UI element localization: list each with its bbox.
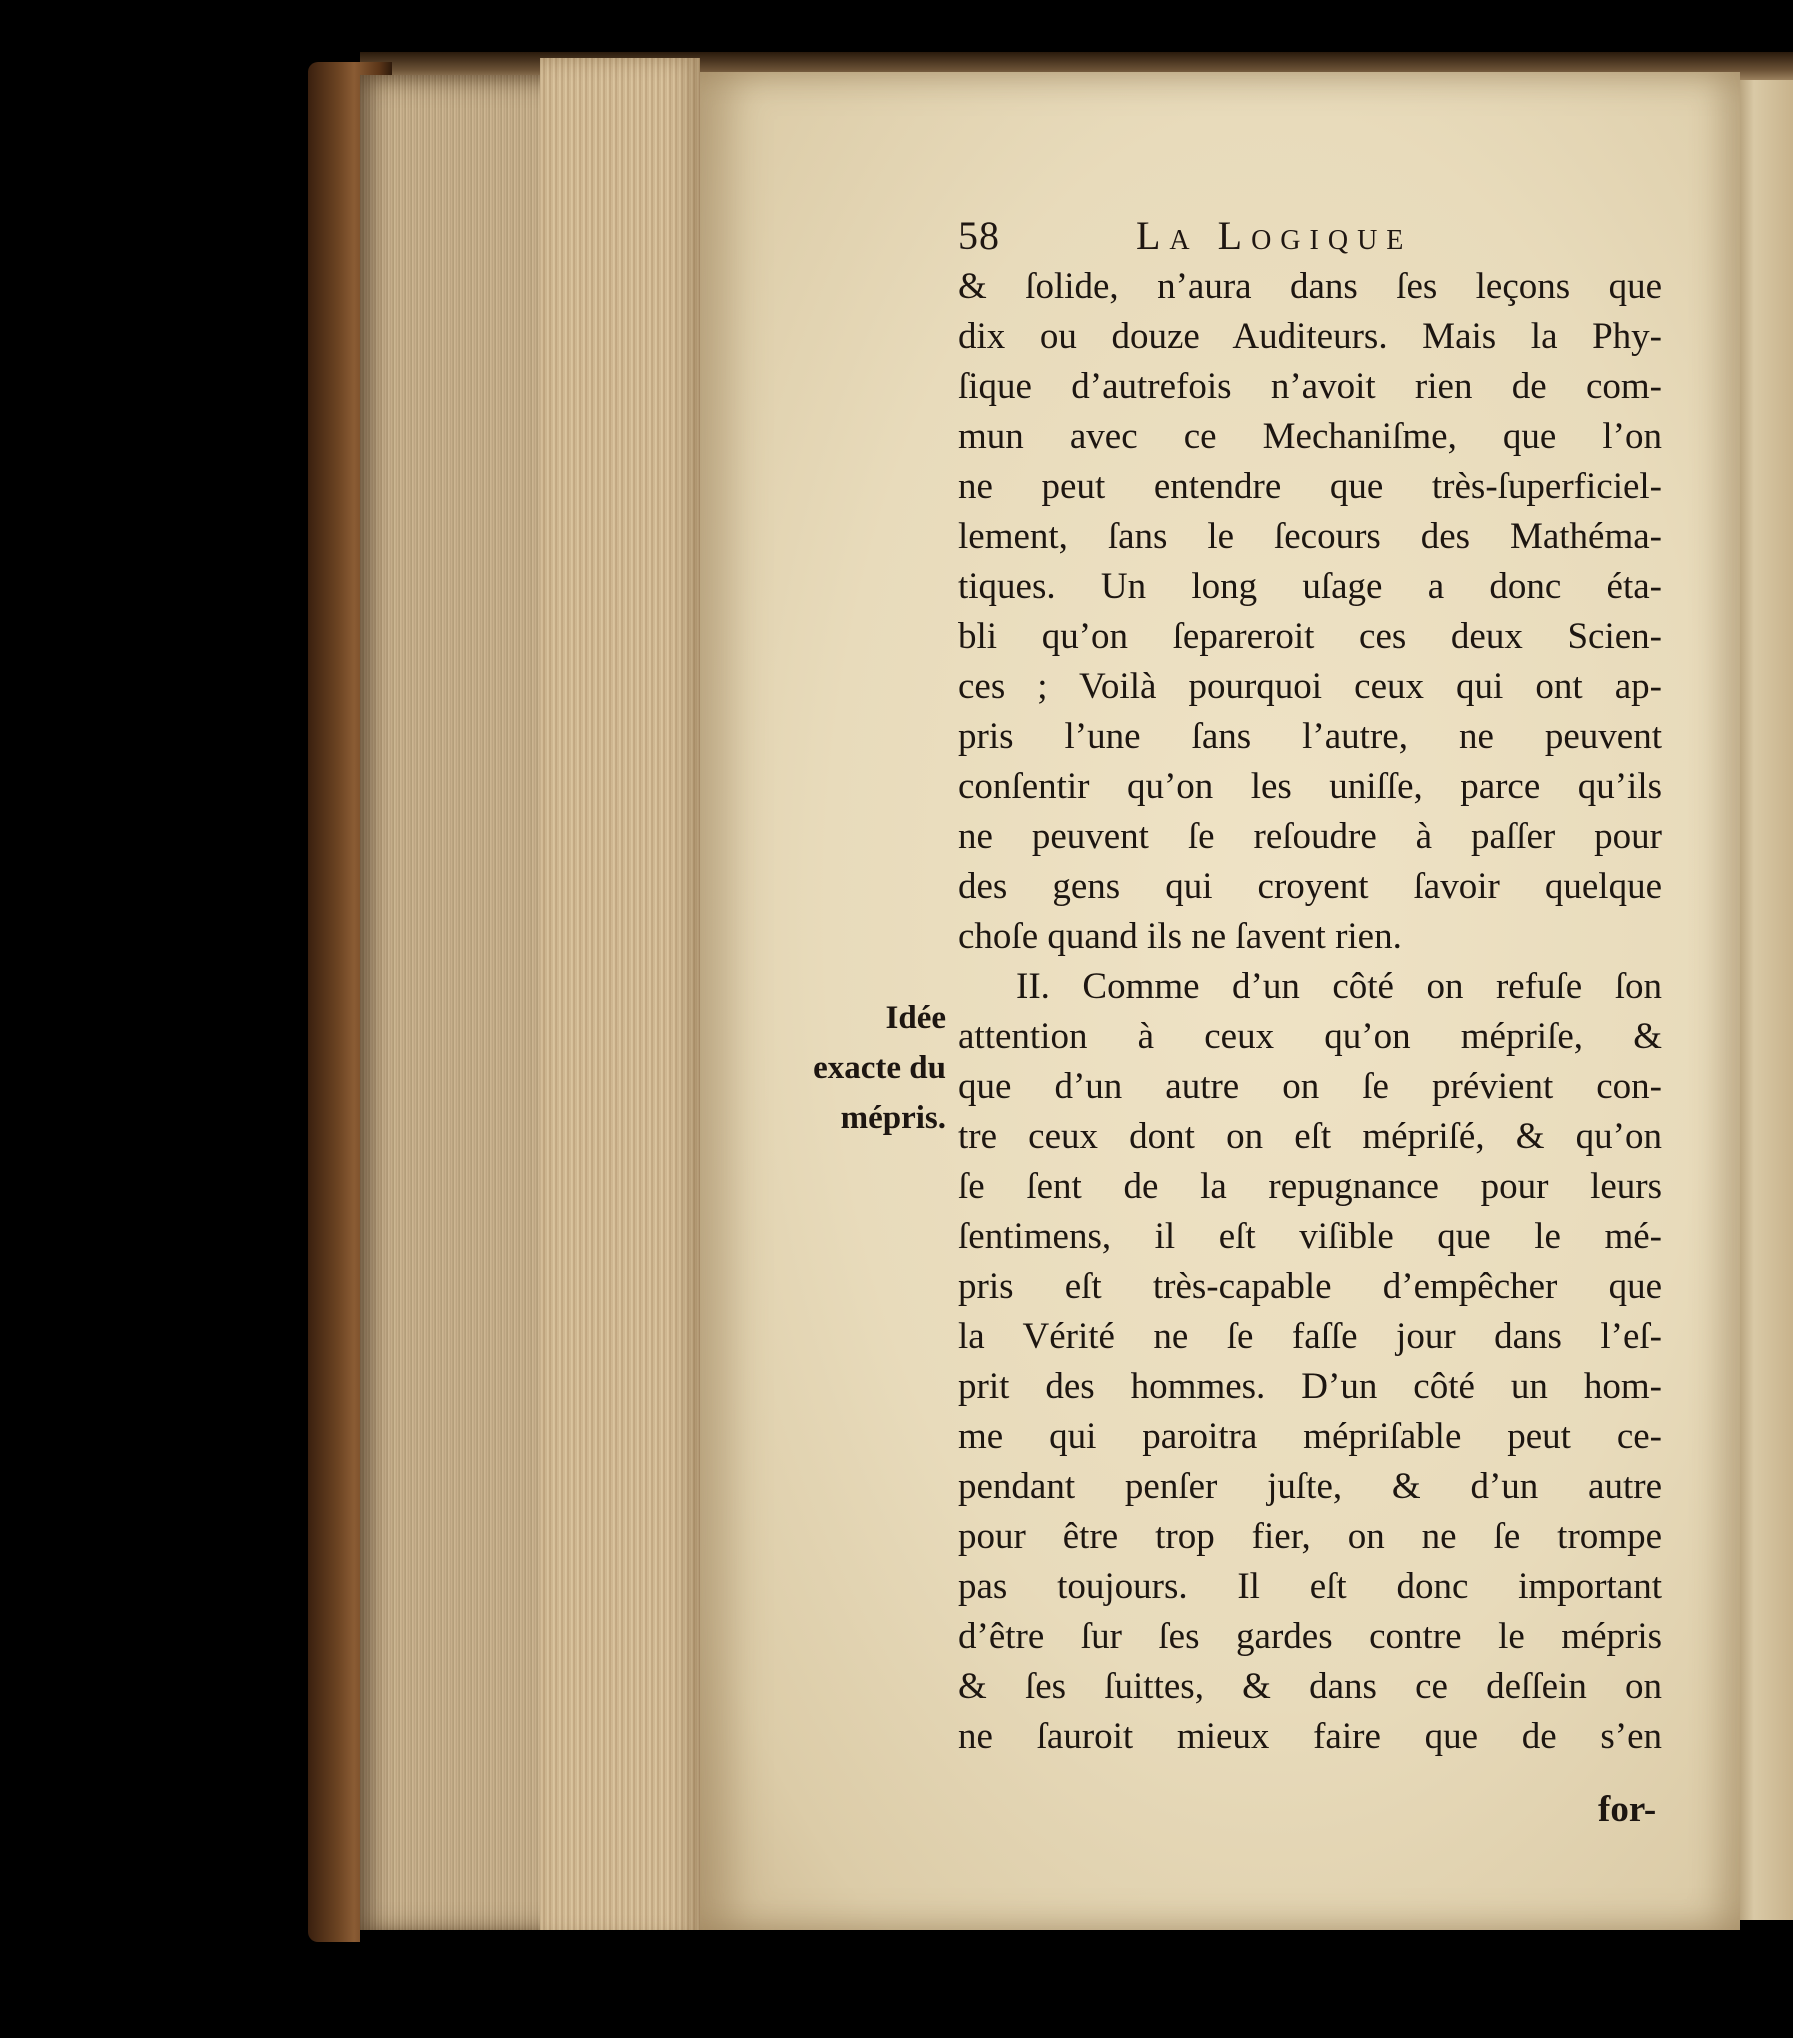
text-line: tre ceux dont on eſt mépriſé, & qu’on <box>958 1116 1662 1157</box>
text-line: pour être trop fier, on ne ſe trompe <box>958 1516 1662 1557</box>
text-line: tiques. Un long uſage a donc éta- <box>958 566 1662 607</box>
text-line: ſentimens, il eſt viſible que le mé- <box>958 1216 1662 1257</box>
page-number: 58 <box>958 213 1000 258</box>
text-line: lement, ſans le ſecours des Mathéma- <box>958 516 1662 557</box>
background-shadow <box>360 1930 1793 2038</box>
text-line: choſe quand ils ne ſavent rien. <box>958 916 1402 957</box>
text-line: la Vérité ne ſe faſſe jour dans l’eſ- <box>958 1316 1662 1357</box>
marginal-note-line: mépris. <box>840 1100 946 1136</box>
text-line: pendant penſer juſte, & d’un autre <box>958 1466 1662 1507</box>
text-line: ne peuvent ſe reſoudre à paſſer pour <box>958 816 1662 857</box>
text-line: II. Comme d’un côté on refuſe ſon <box>1016 966 1662 1007</box>
catchword: for- <box>1598 1789 1657 1830</box>
text-line: & ſes ſuittes, & dans ce deſſein on <box>958 1666 1662 1707</box>
marginal-note <box>776 993 946 1143</box>
text-line: des gens qui croyent ſavoir quelque <box>958 866 1662 907</box>
text-line: prit des hommes. D’un côté un hom- <box>958 1366 1662 1407</box>
text-line: ſe ſent de la repugnance pour leurs <box>958 1166 1662 1207</box>
marginal-note-line: exacte du <box>813 1050 946 1086</box>
text-line: dix ou douze Auditeurs. Mais la Phy- <box>958 316 1662 357</box>
running-head: La Logique <box>1136 213 1413 258</box>
text-line: & ſolide, n’aura dans ſes leçons que <box>958 266 1662 307</box>
text-line: que d’un autre on ſe prévient con- <box>958 1066 1662 1107</box>
text-line: pas toujours. Il eſt donc important <box>958 1566 1662 1607</box>
text-line: ſique d’autrefois n’avoit rien de com- <box>958 366 1662 407</box>
page-header <box>958 212 1658 260</box>
text-line: pris l’une ſans l’autre, ne peuvent <box>958 716 1662 757</box>
text-line: ne peut entendre que très-ſuperficiel- <box>958 466 1662 507</box>
text-line: pris eſt très-capable d’empêcher que <box>958 1266 1662 1307</box>
text-line: ces ; Voilà pourquoi ceux qui ont ap- <box>958 666 1662 707</box>
text-line: attention à ceux qu’on mépriſe, & <box>958 1016 1662 1057</box>
text-line: me qui paroitra mépriſable peut ce- <box>958 1416 1662 1457</box>
text-line: ne ſauroit mieux faire que de s’en <box>958 1716 1662 1757</box>
marginal-note-line: Idée <box>885 1000 946 1036</box>
page-block-edge-inner <box>540 58 700 1938</box>
text-line: conſentir qu’on les uniſſe, parce qu’ils <box>958 766 1662 807</box>
text-line: bli qu’on ſepareroit ces deux Scien- <box>958 616 1662 657</box>
text-line: mun avec ce Mechaniſme, que l’on <box>958 416 1662 457</box>
text-line: d’être ſur ſes gardes contre le mépris <box>958 1616 1662 1657</box>
